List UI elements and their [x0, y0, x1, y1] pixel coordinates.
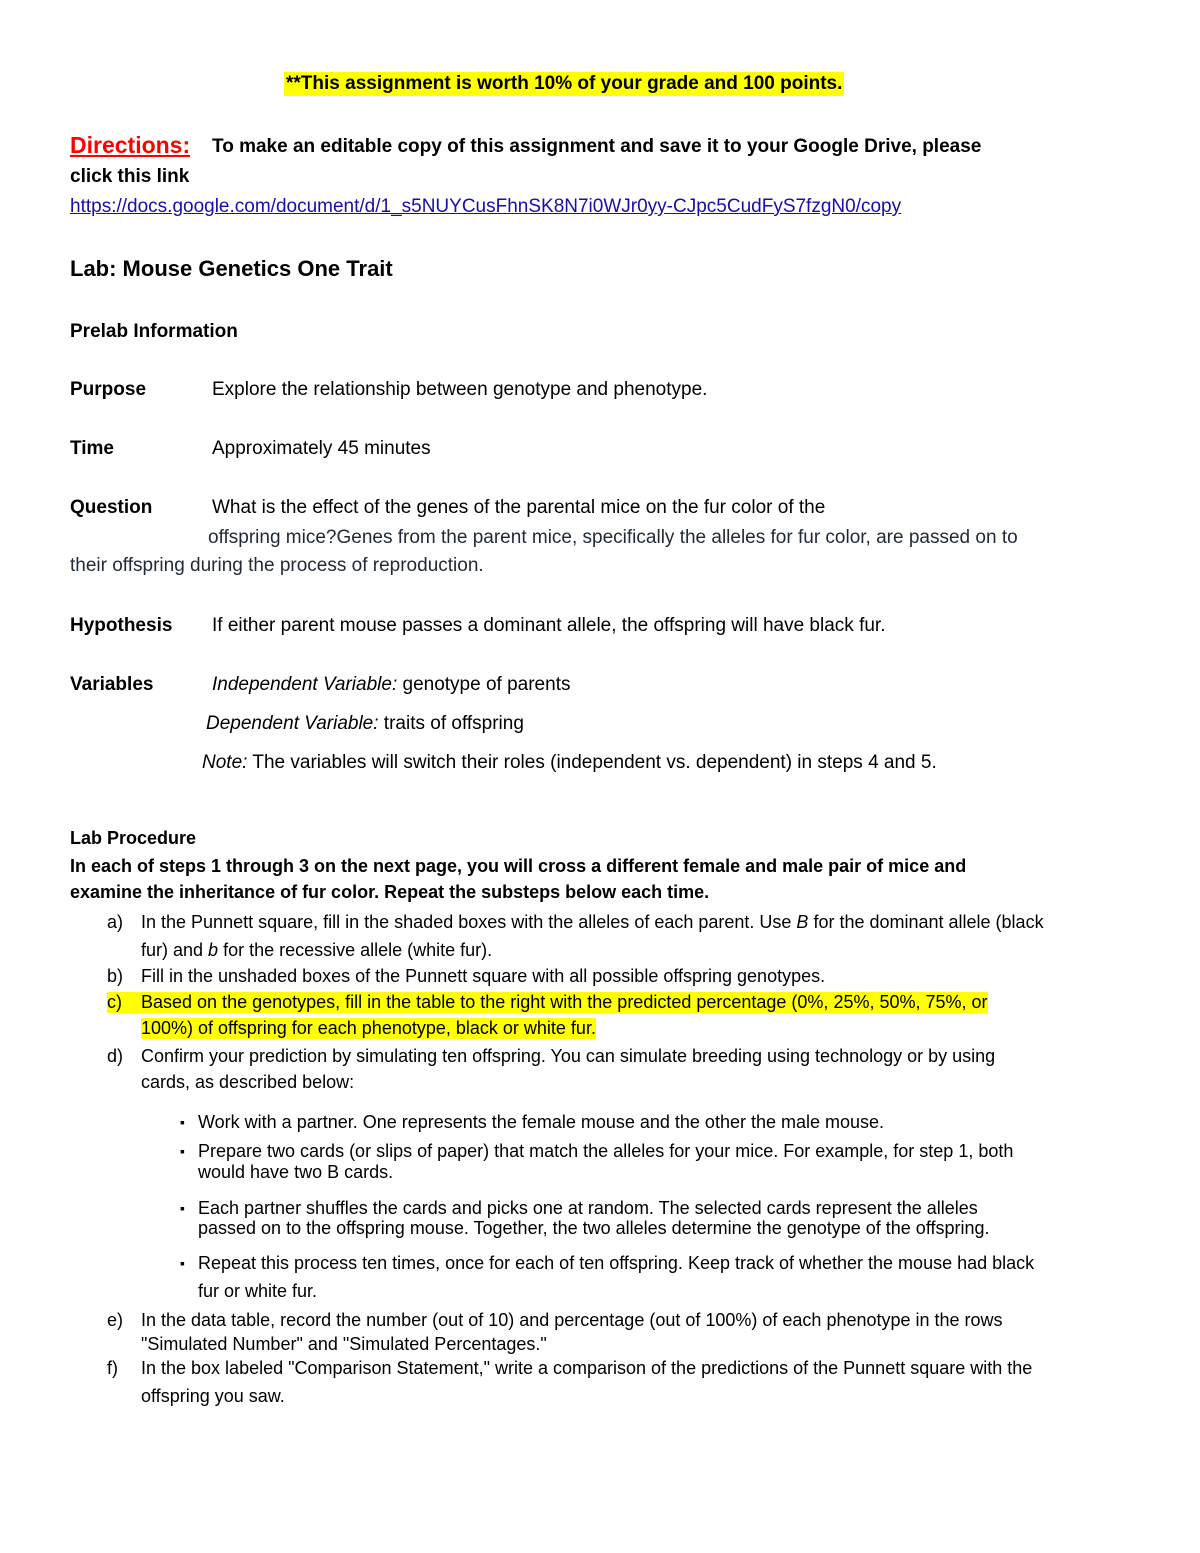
- time-value: Approximately 45 minutes: [212, 438, 431, 459]
- step-a-line1-post: for the dominant allele (black: [808, 912, 1044, 932]
- question-line2: offspring mice?Genes from the parent mice, specifically the alleles for fur color, are passed on to: [208, 527, 1018, 548]
- bullet-4-marker: ▪: [180, 1255, 185, 1271]
- step-e-letter: e): [107, 1310, 124, 1330]
- step-a-line1: [141, 912, 1044, 933]
- procedure-intro-line1: In each of steps 1 through 3 on the next page, you will cross a different female and male pair of mice and: [70, 856, 967, 876]
- copy-document-link[interactable]: https://docs.google.com/document/d/1_s5NUYCusFhnSK8N7i0WJr0yy-CJpc5CudFyS7fzgN0/copy: [70, 196, 902, 217]
- question-label: Question: [70, 497, 153, 518]
- step-a-letter: a): [107, 912, 124, 932]
- purpose-label: Purpose: [70, 379, 147, 400]
- variables-note-label: Note:: [202, 752, 248, 773]
- hypothesis-value: If either parent mouse passes a dominant allele, the offspring will have black fur.: [212, 615, 886, 636]
- dependent-variable-value: traits of offspring: [378, 713, 524, 734]
- step-e-line1: In the data table, record the number (out of 10) and percentage (out of 100%) of each phenotype in the rows: [141, 1310, 1003, 1330]
- dependent-variable-label: Dependent Variable:: [206, 713, 379, 734]
- variables-label: Variables: [70, 674, 154, 695]
- lab-title: Lab: Mouse Genetics One Trait: [70, 256, 393, 281]
- bullet-2-line1: Prepare two cards (or slips of paper) that match the alleles for your mice. For example, for step 1, both: [198, 1141, 1014, 1161]
- bullet-4-line2: fur or white fur.: [198, 1281, 318, 1301]
- directions-text-line1: To make an editable copy of this assignment and save it to your Google Drive, please: [212, 136, 982, 157]
- directions-label: Directions:: [70, 132, 191, 158]
- step-c-line1: Based on the genotypes, fill in the table to the right with the predicted percentage (0%, 25%, 50%, 75%, or: [141, 992, 988, 1012]
- step-a-dominant-symbol: B: [796, 912, 809, 932]
- procedure-intro-line2: examine the inheritance of fur color. Repeat the substeps below each time.: [70, 882, 710, 902]
- question-line1: What is the effect of the genes of the parental mice on the fur color of the: [212, 497, 826, 518]
- bullet-3-line2: passed on to the offspring mouse. Together, the two alleles determine the genotype of the offspring.: [198, 1218, 990, 1238]
- bullet-2-marker: ▪: [180, 1143, 185, 1159]
- purpose-value: Explore the relationship between genotype and phenotype.: [212, 379, 708, 400]
- step-a-line2-pre: fur) and: [141, 940, 209, 960]
- step-d-line2: cards, as described below:: [141, 1072, 355, 1092]
- variables-note: [202, 752, 937, 774]
- step-c-letter: c): [107, 992, 156, 1013]
- step-d-letter: d): [107, 1046, 124, 1066]
- step-d-line1: Confirm your prediction by simulating ten offspring. You can simulate breeding using technology or by using: [141, 1046, 996, 1066]
- bullet-1-marker: ▪: [180, 1114, 185, 1130]
- question-line3: their offspring during the process of reproduction.: [70, 555, 484, 576]
- dependent-variable: [206, 713, 524, 735]
- procedure-heading: Lab Procedure: [70, 828, 197, 848]
- bullet-3-line1: Each partner shuffles the cards and picks one at random. The selected cards represent the alleles: [198, 1198, 978, 1218]
- step-b-letter: b): [107, 966, 124, 986]
- step-c-line2: 100%) of offspring for each phenotype, black or white fur.: [141, 1018, 596, 1038]
- step-a-line2-post: for the recessive allele (white fur).: [218, 940, 493, 960]
- step-f-letter: f): [107, 1358, 118, 1378]
- bullet-3-marker: ▪: [180, 1200, 185, 1216]
- step-a-line1-pre: In the Punnett square, fill in the shaded boxes with the alleles of each parent. Use: [141, 912, 797, 932]
- hypothesis-label: Hypothesis: [70, 615, 173, 636]
- step-a-recessive-symbol: b: [208, 940, 219, 960]
- step-b-text: Fill in the unshaded boxes of the Punnett square with all possible offspring genotypes.: [141, 966, 826, 986]
- independent-variable: [212, 674, 570, 696]
- step-e-line2: "Simulated Number" and "Simulated Percentages.": [141, 1334, 547, 1354]
- directions-text-line2: click this link: [70, 166, 190, 187]
- grade-notice: **This assignment is worth 10% of your grade and 100 points.: [286, 73, 843, 94]
- time-label: Time: [70, 438, 115, 459]
- bullet-1-text: Work with a partner. One represents the female mouse and the other the male mouse.: [198, 1112, 885, 1132]
- independent-variable-label: Independent Variable:: [212, 674, 398, 695]
- step-a-line2: [141, 940, 492, 961]
- prelab-heading: Prelab Information: [70, 321, 238, 342]
- step-f-line2: offspring you saw.: [141, 1386, 285, 1406]
- step-f-line1: In the box labeled "Comparison Statement," write a comparison of the predictions of the Punnett square with the: [141, 1358, 1033, 1378]
- bullet-2-line2: would have two B cards.: [198, 1162, 394, 1182]
- variables-note-value: The variables will switch their roles (independent vs. dependent) in steps 4 and 5.: [247, 752, 937, 773]
- bullet-4-line1: Repeat this process ten times, once for each of ten offspring. Keep track of whether the mouse had black: [198, 1253, 1035, 1273]
- independent-variable-value: genotype of parents: [397, 674, 571, 695]
